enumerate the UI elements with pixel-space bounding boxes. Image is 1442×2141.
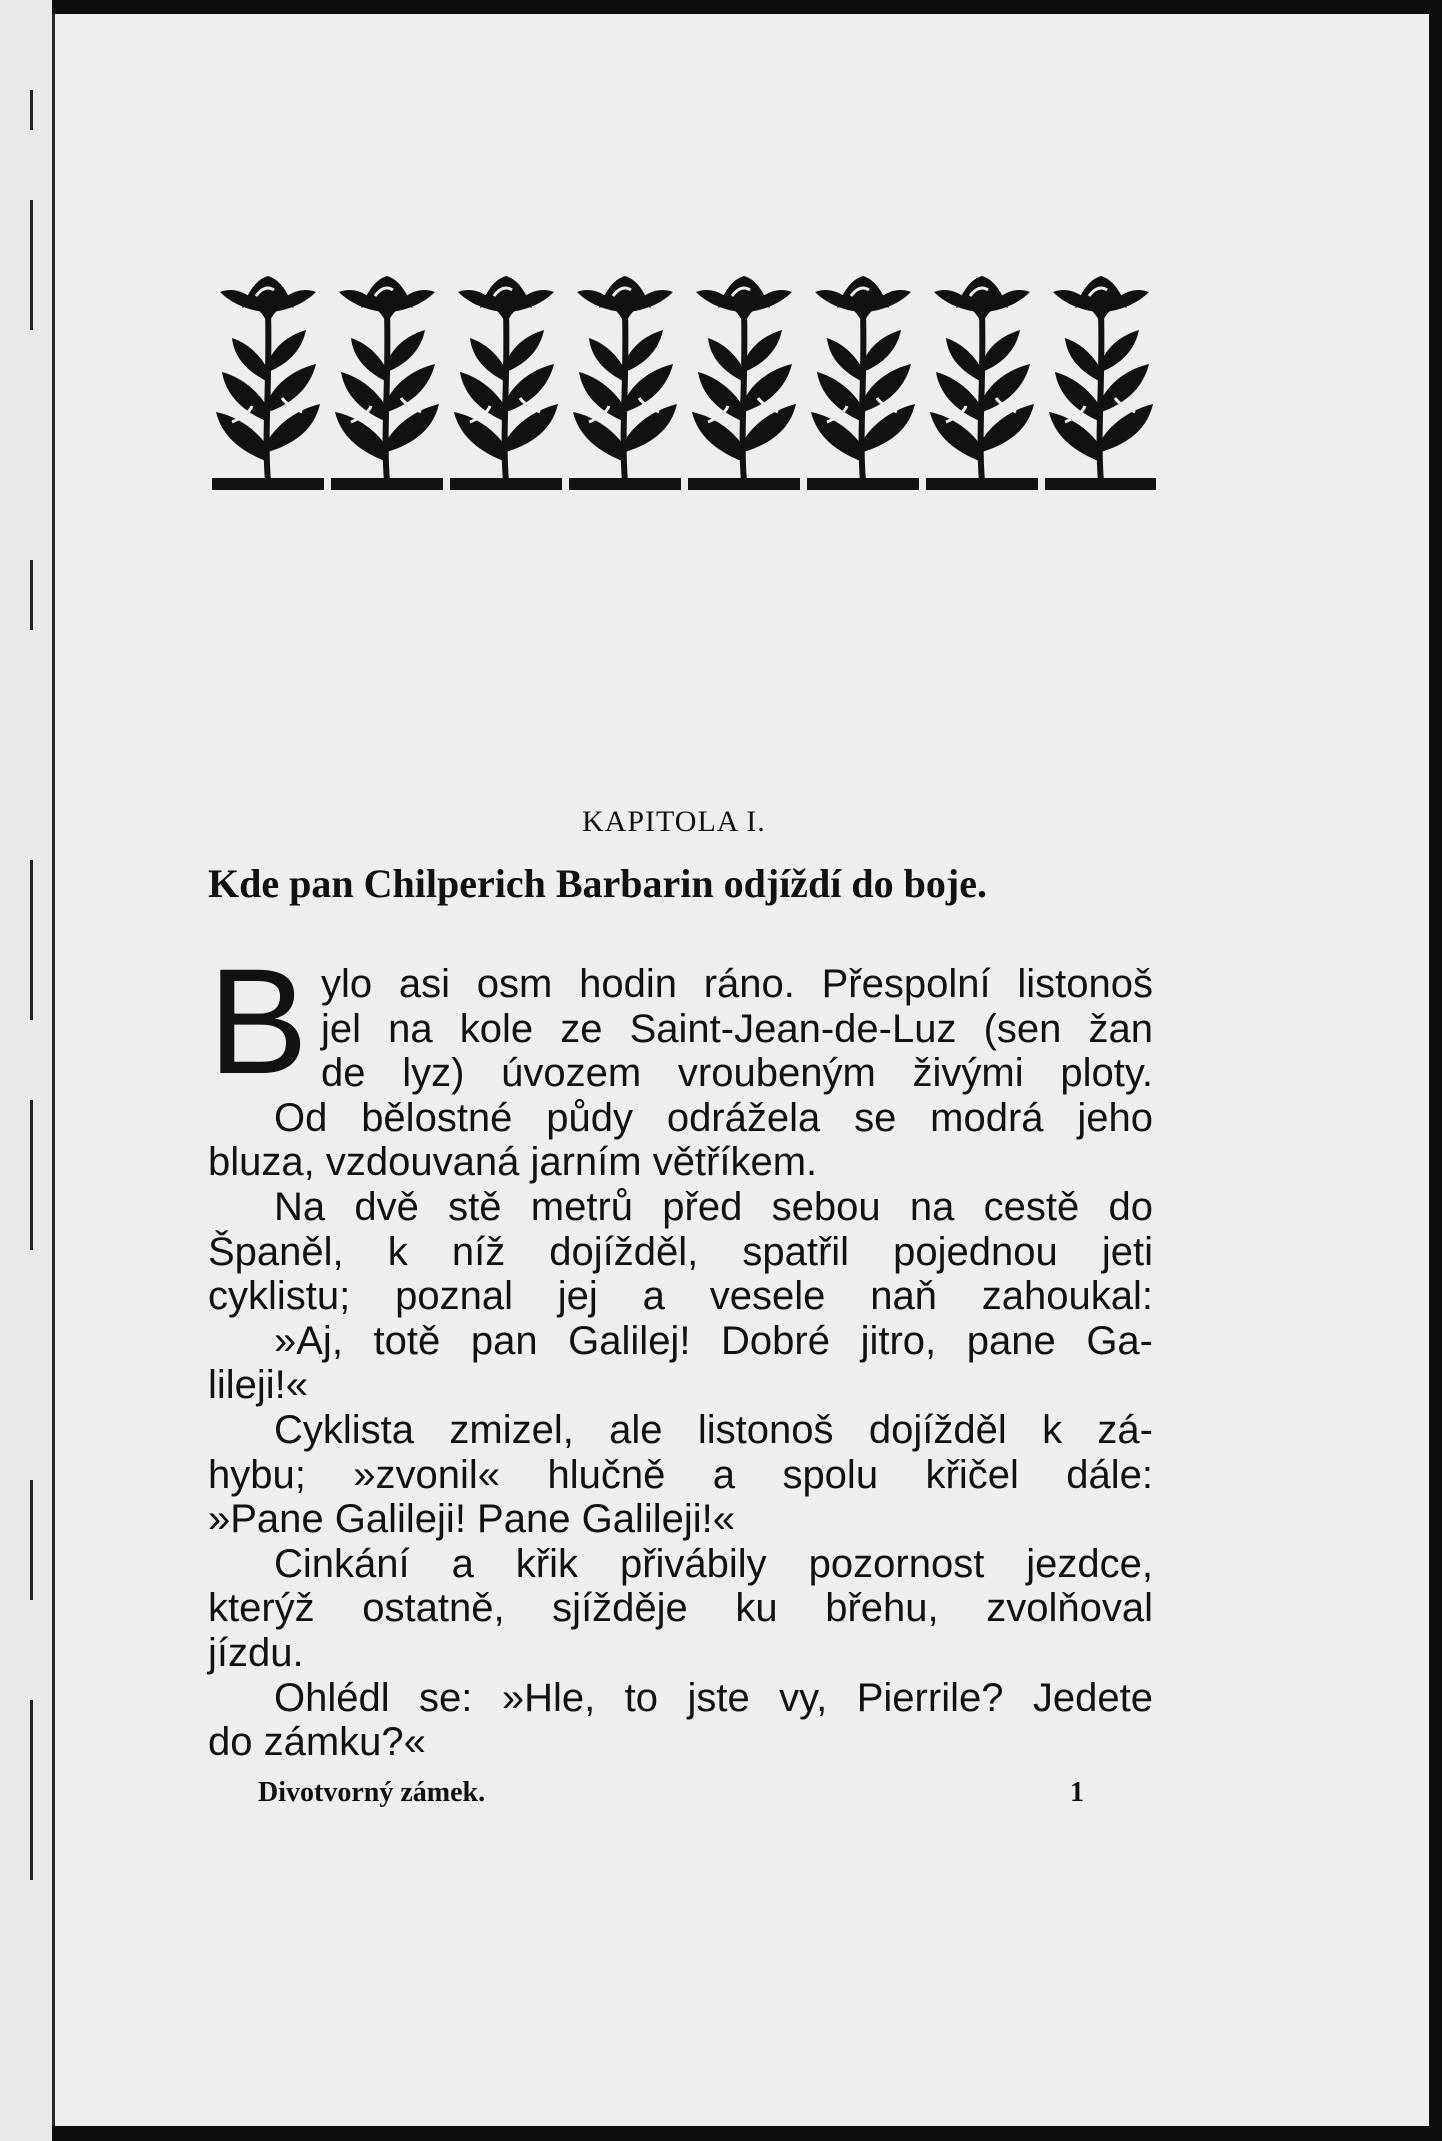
text-line: »Pane Galileji! Pane Galileji!«: [208, 1497, 735, 1542]
gutter-mark: [30, 200, 33, 330]
text-line: »Aj, totě pan Galilej! Dobré jitro, pane Ga-: [274, 1318, 1153, 1363]
text-line: Cinkání a křik přivábily pozornost jezdce,: [274, 1541, 1153, 1586]
text-line: Cyklista zmizel, ale listonoš dojížděl k zá-: [274, 1407, 1153, 1452]
body-text: [208, 937, 1153, 1765]
lily-plant-ornament: [212, 272, 1156, 494]
text-line: jel na kole ze Saint-Jean-de-Luz (sen žan: [321, 1006, 1153, 1051]
text-line: jízdu.: [208, 1630, 304, 1675]
text-line: Španěl, k níž dojížděl, spatřil pojednou jeti: [208, 1229, 1153, 1274]
text-line: do zámku?«: [208, 1720, 426, 1765]
running-title: Divotvorný zámek.: [258, 1777, 486, 1808]
chapter-label: KAPITOLA I.: [582, 805, 766, 838]
page-number: 1: [1070, 1777, 1084, 1808]
text-line: bluza, vzdouvaná jarním větříkem.: [208, 1140, 818, 1185]
gutter-mark: [30, 860, 33, 1020]
text-line: lileji!«: [208, 1363, 309, 1408]
gutter-mark: [30, 1700, 33, 1880]
chapter-title: Kde pan Chilperich Barbarin odjíždí do boje.: [208, 861, 987, 906]
text-line: de lyz) úvozem vroubeným živými ploty.: [321, 1051, 1153, 1096]
text-line: Ohlédl se: »Hle, to jste vy, Pierrile? Jedete: [274, 1675, 1153, 1720]
gutter-mark: [30, 560, 33, 630]
book-gutter: [0, 0, 54, 2141]
text-line: ylo asi osm hodin ráno. Přespolní listonoš: [321, 962, 1153, 1006]
gutter-mark: [30, 1480, 33, 1600]
drop-cap: B: [208, 937, 309, 1105]
text-line: cyklistu; poznal jej a vesele naň zahoukal:: [208, 1274, 1153, 1319]
gutter-mark: [30, 90, 33, 130]
text-line: kterýž ostatně, sjížděje ku břehu, zvolňoval: [208, 1586, 1153, 1631]
text-line: hybu; »zvonil« hlučně a spolu křičel dále:: [208, 1452, 1153, 1497]
gutter-mark: [30, 1100, 33, 1250]
text-line: Od bělostné půdy odrážela se modrá jeho: [274, 1095, 1153, 1140]
text-line: Na dvě stě metrů před sebou na cestě do: [274, 1184, 1153, 1229]
